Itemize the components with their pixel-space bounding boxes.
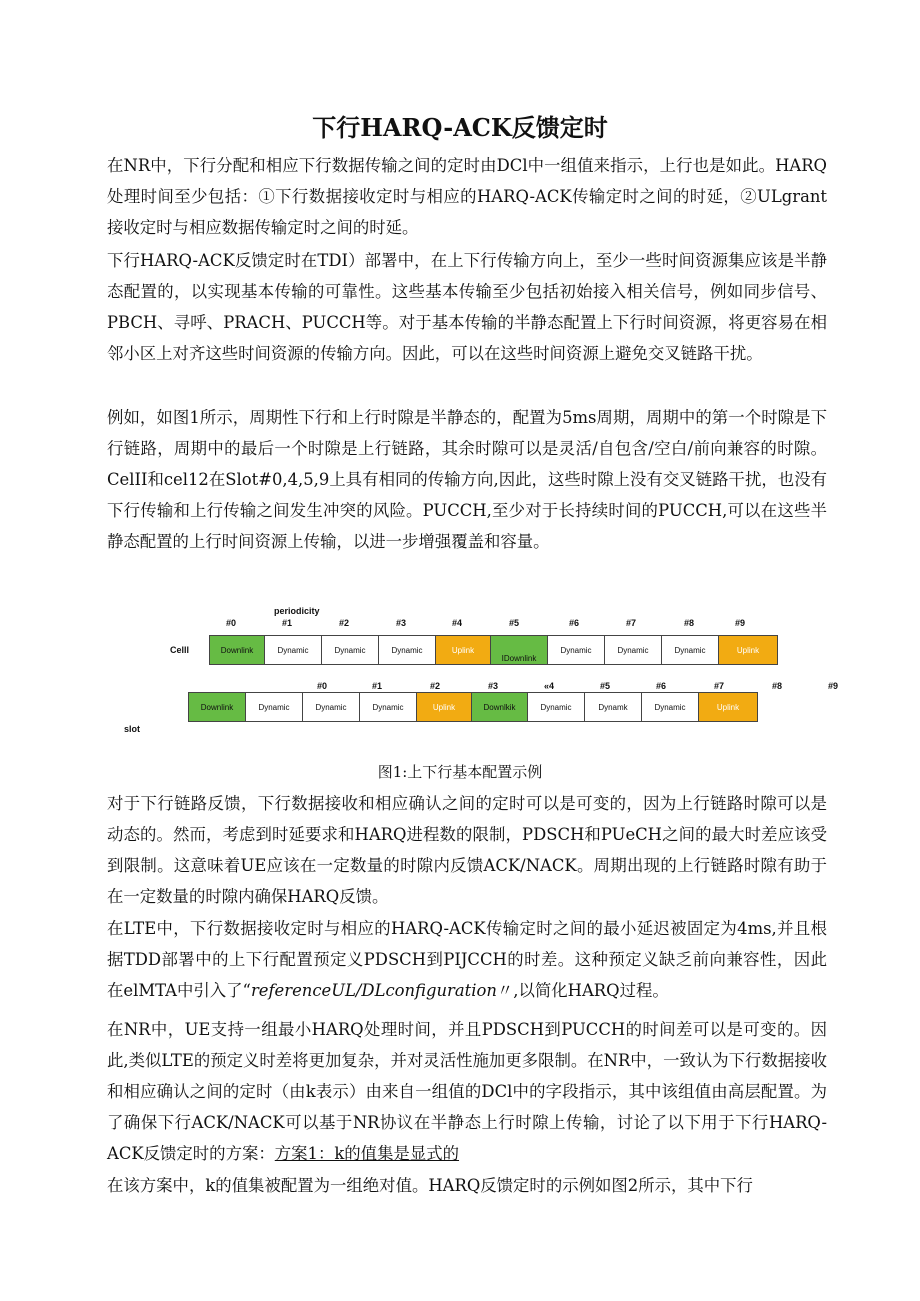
slot-config-figure: [110, 598, 850, 748]
row2-cell-dynamic: Dynamic: [527, 692, 585, 722]
row2-index: #9: [828, 681, 839, 691]
row2-cell-dynamic: Dynamic: [641, 692, 699, 722]
row2-cell-dynamic: Dynamic: [302, 692, 360, 722]
row2-cell-downlink: Downlkik: [471, 692, 528, 722]
row2-cell-uplink: Uplink: [416, 692, 472, 722]
paragraph-3: 例如，如图1所示，周期性下行和上行时隙是半静态的，配置为5ms周期，周期中的第一个时隙是下行链路，周期中的最后一个时隙是上行链路，其余时隙可以是灵活/自包含/空白/前向兼容的时隙。CelII和cel12在Slot#0,4,5,9上具有相同的传输方向,因此，这些时隙上没有交叉链路干扰，也没有下行传输和上行传输之间发生冲突的风险。PUCCH,至少对于长持续时间的PUCCH,可以在这些半静态配置的上行时间资源上传输，以进一步增强覆盖和容量。: [107, 408, 827, 551]
row1-index: #5: [509, 618, 520, 628]
row1-index: #6: [569, 618, 580, 628]
row2-index: #2: [430, 681, 441, 691]
paragraph-5-italic: referenceUL/DLconfiguration: [250, 981, 497, 1000]
row2-cell-dynamic: Dynamic: [359, 692, 417, 722]
paragraph-4: 对于下行链路反馈，下行数据接收和相应确认之间的定时可以是可变的，因为上行链路时隙可以是动态的。然而，考虑到时延要求和HARQ进程数的限制，PDSCH和PUeCH之间的最大时差应该受到限制。这意味着UE应该在一定数量的时隙内反馈ACK/NACK。周期出现的上行链路时隙有助于在一定数量的时隙内确保HARQ反馈。: [107, 794, 827, 906]
row1-cell-dynamic: Dynamic: [264, 635, 322, 665]
row1-index: #7: [626, 618, 637, 628]
paragraph-7: 在该方案中，k的值集被配置为一组绝对值。HARQ反馈定时的示例如图2所示，其中下行: [107, 1176, 753, 1195]
row2-cell-downlink: Downlink: [188, 692, 246, 722]
row1-index: #0: [226, 618, 237, 628]
paragraph-1: 在NR中，下行分配和相应下行数据传输之间的定时由DCl中一组值来指示，上行也是如此。HARQ处理时间至少包括：①下行数据接收定时与相应的HARQ-ACK传输定时之间的时延，②ULgrant接收定时与相应数据传输定时之间的时延。: [107, 156, 827, 237]
row2-index: #1: [372, 681, 383, 691]
row1-cell-dynamic: Dynamic: [604, 635, 662, 665]
row1-index: #1: [282, 618, 293, 628]
row2-index: #8: [772, 681, 783, 691]
row1-cell-dynamic: Dynamic: [378, 635, 436, 665]
row2-index: #3: [488, 681, 499, 691]
cell-label: Celll: [170, 645, 190, 655]
periodicity-label: periodicity: [274, 606, 320, 616]
row2-index: #6: [656, 681, 667, 691]
row1-cell-dynamic: Dynamic: [321, 635, 379, 665]
paragraph-5-text: 在LTE中，下行数据接收定时与相应的HARQ-ACK传输定时之间的最小延迟被固定为4ms,并且根据TDD部署中的上下行配置预定义PDSCH到PIJCCH的时差。这种预定义缺乏前向兼容性，因此在elMTA中引入了“: [107, 919, 827, 1000]
row1-index: #3: [396, 618, 407, 628]
row1-index: #8: [684, 618, 695, 628]
paragraph-2: 下行HARQ-ACK反馈定时在TDI）部署中，在上下行传输方向上，至少一些时间资源集应该是半静态配置的，以实现基本传输的可靠性。这些基本传输至少包括初始接入相关信号，例如同步信号、PBCH、寻呼、PRACH、PUCCH等。对于基本传输的半静态配置上下行时间资源，将更容易在相邻小区上对齐这些时间资源的传输方向。因此，可以在这些时间资源上避免交叉链路干扰。: [107, 251, 827, 363]
row1-cell-dynamic: Dynamic: [661, 635, 719, 665]
row1-cell-downlink: Downlink: [209, 635, 265, 665]
slot-label: slot: [124, 724, 141, 734]
row1-index: #9: [735, 618, 746, 628]
row2-index: #5: [600, 681, 611, 691]
row2-cell-dynamic: Dynamic: [245, 692, 303, 722]
row2-index: #0: [317, 681, 328, 691]
row2-cell-dynamic: Dynamk: [584, 692, 642, 722]
scheme-1-heading: 方案1：k的值集是显式的: [274, 1144, 460, 1163]
paragraph-5-tail: 〃,以简化HARQ过程。: [496, 981, 669, 1000]
paragraph-6: [107, 1014, 827, 1169]
row1-index: #2: [339, 618, 350, 628]
row1-cell-dynamic: Dynamic: [547, 635, 605, 665]
paragraph-6-text: 在NR中，UE支持一组最小HARQ处理时间，并且PDSCH到PUCCH的时间差可以是可变的。因此,类似LTE的预定义时差将更加复杂，并对灵活性施加更多限制。在NR中，一致认为下行数据接收和相应确认之间的定时（由k表示）由来自一组值的DCl中的字段指示，其中该组值由高层配置。为了确保下行ACK/NACK可以基于NR协议在半静态上行时隙上传输，讨论了以下用于下行HARQ-ACK反馈定时的方案：: [107, 1020, 827, 1163]
paragraph-5: [107, 913, 827, 1006]
row1-cell-downlink: IDownlink: [490, 635, 548, 665]
row2-index: «4: [544, 681, 555, 691]
row2-cell-uplink: Uplink: [698, 692, 758, 722]
figure-caption: 图1:上下行基本配置示例: [377, 763, 543, 781]
row1-cell-uplink: Uplink: [718, 635, 778, 665]
page-title: 下行HARQ-ACK反馈定时: [312, 113, 608, 142]
row1-index: #4: [452, 618, 463, 628]
row1-cell-uplink: Uplink: [435, 635, 491, 665]
row2-index: #7: [714, 681, 725, 691]
